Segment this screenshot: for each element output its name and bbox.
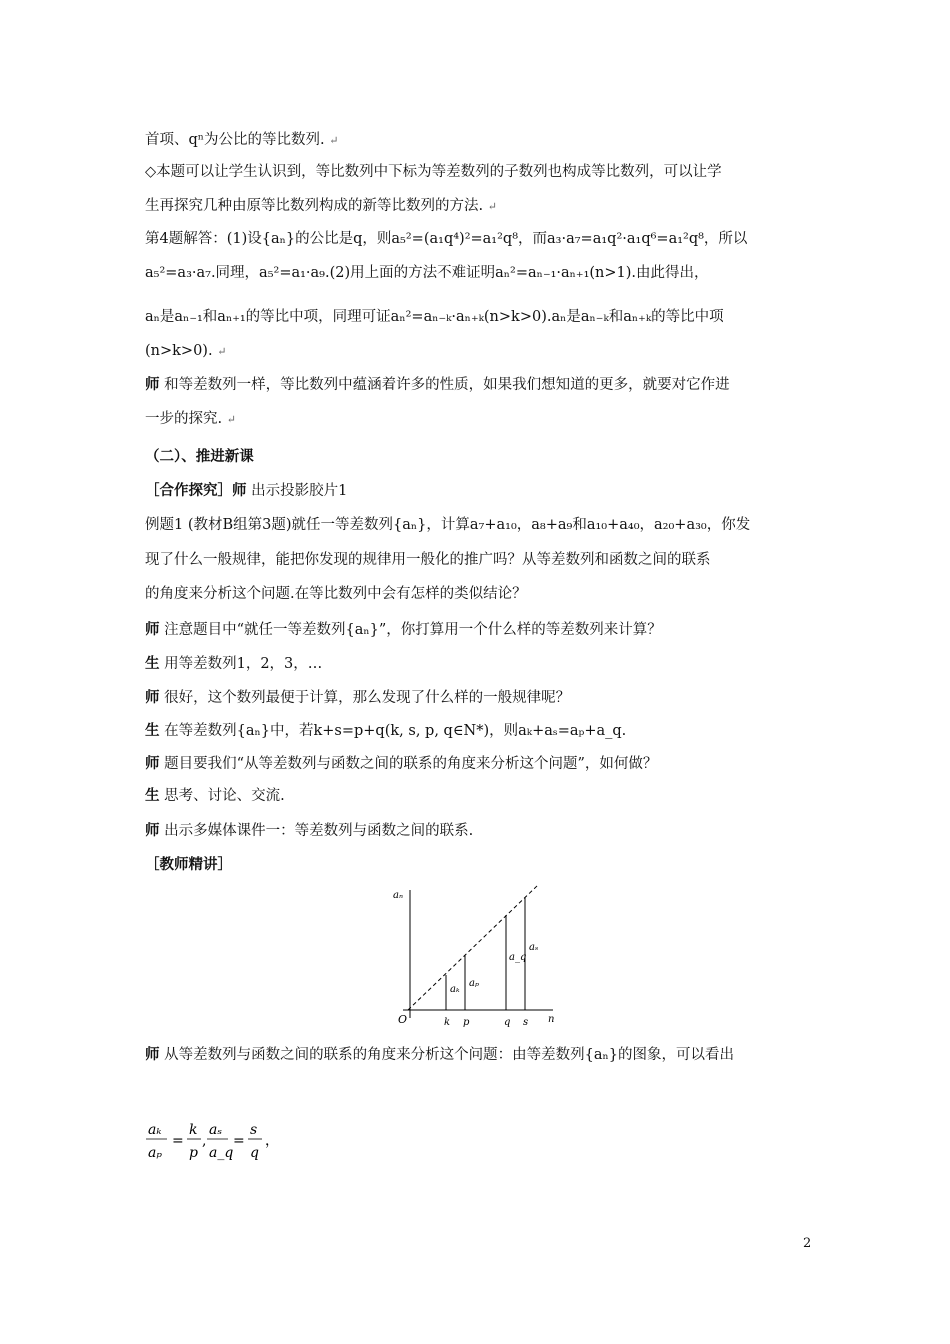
text-line-13: 现了什么一般规律，能把你发现的规律用一般化的推广吗？从等差数列和函数之间的联系 — [145, 552, 711, 568]
text-line-22: 师 从等差数列与函数之间的联系的角度来分析这个问题：由等差数列{aₙ}的图象，可以看出 — [145, 1047, 734, 1063]
bar-label-s: aₛ — [529, 942, 539, 953]
speaker-teacher: 师 — [145, 1047, 160, 1063]
text-line-3: 生再探究几种由原等比数列构成的新等比数列的方法. ↵ — [145, 198, 497, 214]
text-line-20: 生 思考、讨论、交流. — [145, 788, 285, 804]
tick-k: k — [444, 1017, 451, 1028]
tick-p: p — [463, 1017, 470, 1028]
text-line-11: ［合作探究］师 出示投影胶片1 — [145, 483, 348, 499]
ratio-formula — [145, 1117, 345, 1167]
text-line-12: 例题1 (教材B组第3题)就任一等差数列{aₙ}，计算a₇+a₁₀，a₈+a₉和a₁₀+a₄₀，a₂₀+a₃₀，你发 — [145, 517, 751, 533]
text-line-5: a₅²=a₃·a₇.同理，a₅²=a₁·a₉.(2)用上面的方法不难证明aₙ²=aₙ₋₁·aₙ₊₁(n>1).由此得出， — [145, 265, 709, 281]
x-axis-label: n — [548, 1014, 555, 1025]
frac3-den: a_q — [209, 1145, 234, 1161]
text-line-19: 师 题目要我们“从等差数列与函数之间的联系的角度来分析这个问题”，如何做？ — [145, 756, 658, 772]
text-line-6: aₙ是aₙ₋₁和aₙ₊₁的等比中项，同理可证aₙ²=aₙ₋ₖ·aₙ₊ₖ(n>k>0).aₙ是aₙ₋ₖ和aₙ₊ₖ的等比中项 — [145, 309, 724, 325]
tick-q: q — [504, 1017, 511, 1028]
origin-label: O — [398, 1013, 408, 1026]
speaker-student: 生 — [145, 788, 160, 804]
speaker-teacher: 师 — [232, 483, 247, 499]
arithmetic-sequence-graph — [388, 880, 568, 1030]
svg-text:,: , — [202, 1133, 207, 1149]
frac4-den: q — [250, 1145, 259, 1161]
bar-label-p: aₚ — [469, 978, 479, 989]
frac1-den: aₚ — [148, 1145, 162, 1161]
trend-line — [408, 885, 538, 1010]
frac3-num: aₛ — [209, 1122, 223, 1138]
section-heading: （二）、推进新课 — [145, 449, 254, 465]
svg-text:=: = — [172, 1133, 184, 1149]
speaker-student: 生 — [145, 656, 160, 672]
frac4-num: s — [250, 1122, 258, 1138]
tick-s: s — [523, 1017, 529, 1028]
frac2-num: k — [189, 1122, 198, 1138]
speaker-teacher: 师 — [145, 690, 160, 706]
speaker-teacher: 师 — [145, 823, 160, 839]
bar-label-q: a_q — [509, 952, 527, 963]
text-line-8: 师 和等差数列一样，等比数列中蕴涵着许多的性质，如果我们想知道的更多，就要对它作进 — [145, 377, 730, 393]
tag-coop: ［合作探究］ — [145, 483, 232, 499]
svg-text:，: ， — [265, 1133, 279, 1149]
text-line-14: 的角度来分析这个问题.在等比数列中会有怎样的类似结论？ — [145, 586, 527, 602]
text-line-16: 生 用等差数列1，2，3，… — [145, 656, 323, 672]
page-number: 2 — [803, 1236, 812, 1251]
bar-label-k: aₖ — [450, 984, 460, 995]
speaker-teacher: 师 — [145, 756, 160, 772]
text-line-21: 师 出示多媒体课件一：等差数列与函数之间的联系. — [145, 823, 474, 839]
y-axis-label: aₙ — [393, 890, 404, 901]
text-line-7: (n>k>0). ↵ — [145, 343, 227, 359]
text-line-18: 生 在等差数列{aₙ}中，若k+s=p+q(k, s, p, q∈N*)，则aₖ+aₛ=aₚ+a_q. — [145, 723, 627, 739]
speaker-teacher: 师 — [145, 622, 160, 638]
frac2-den: p — [189, 1145, 198, 1161]
text-line-4: 第4题解答：(1)设{aₙ}的公比是q，则a₅²=(a₁q⁴)²=a₁²q⁸，而a₃·a₇=a₁q²·a₁q⁶=a₁²q⁸，所以 — [145, 231, 748, 247]
speaker-teacher: 师 — [145, 377, 160, 393]
text-line-2: ◇本题可以让学生认识到，等比数列中下标为等差数列的子数列也构成等比数列，可以让学 — [145, 164, 722, 180]
frac1-num: aₖ — [148, 1122, 162, 1138]
speaker-student: 生 — [145, 723, 160, 739]
text-line-15: 师 注意题目中“就任一等差数列{aₙ}”，你打算用一个什么样的等差数列来计算？ — [145, 622, 662, 638]
tag-lecture: ［教师精讲］ — [145, 857, 232, 873]
text-line-1: 首项、qⁿ为公比的等比数列. ↵ — [145, 132, 339, 148]
text-line-9: 一步的探究. ↵ — [145, 411, 236, 427]
text-line-17: 师 很好，这个数列最便于计算，那么发现了什么样的一般规律呢？ — [145, 690, 571, 706]
svg-text:=: = — [233, 1133, 245, 1149]
